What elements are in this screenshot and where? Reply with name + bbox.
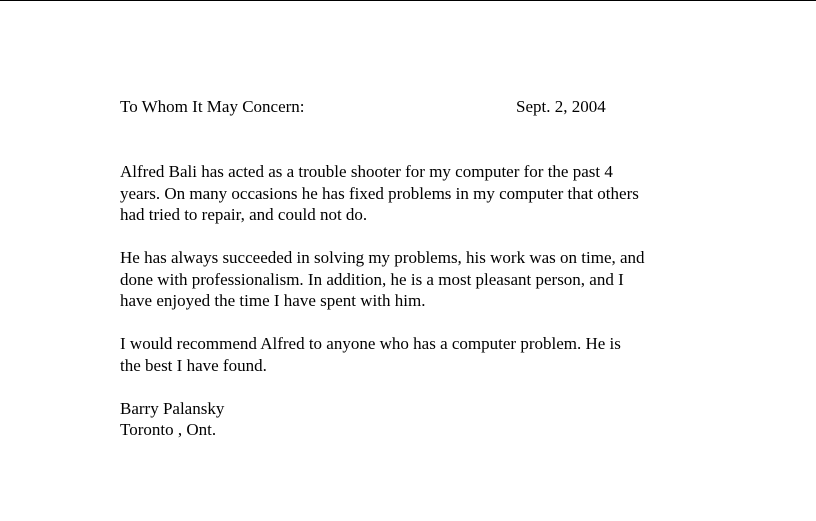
- salutation: To Whom It May Concern:: [120, 97, 305, 116]
- signature-location: Toronto , Ont.: [120, 420, 217, 439]
- signature-name: Barry Palansky: [120, 398, 225, 418]
- letter-body: [120, 96, 720, 441]
- signature-block: [120, 398, 720, 441]
- paragraph-2: He has always succeeded in solving my problems, his work was on time, and done with professionalism. In addition, he is a most pleasant person, and I have enjoyed the time I have spent with him.: [120, 248, 645, 310]
- paragraph-1: Alfred Bali has acted as a trouble shooter for my computer for the past 4 years. On many occasions he has fixed problems in my computer that others had tried to repair, and could not do.: [120, 162, 639, 224]
- letter-date: Sept. 2, 2004: [516, 97, 606, 116]
- paragraph-3: I would recommend Alfred to anyone who has a computer problem. He is the best I have found.: [120, 334, 621, 375]
- top-border-line: [0, 0, 816, 1]
- letter-header: [120, 96, 720, 118]
